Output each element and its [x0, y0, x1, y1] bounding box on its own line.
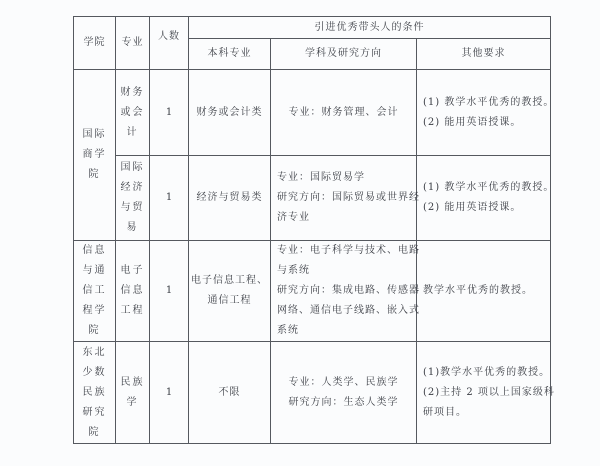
cell-count: 1: [150, 342, 189, 444]
header-discipline-research: 学科及研究方向: [271, 39, 417, 70]
cell-major: 财务或会计: [116, 70, 150, 156]
table-row: [74, 156, 551, 241]
cell-discipline: 专业：电子科学与技术、电路 与系统 研究方向：集成电路、传感器 网络、通信电子线路、嵌入式 系统: [271, 241, 417, 342]
table-row: [74, 241, 551, 342]
table-row: [74, 70, 551, 156]
cell-requirements: 教学水平优秀的教授。: [417, 241, 551, 342]
table-row: [74, 342, 551, 444]
cell-requirements: (1) 教学水平优秀的教授。 (2) 能用英语授课。: [417, 156, 551, 241]
cell-discipline: 专业：国际贸易学 研究方向：国际贸易或世界经 济专业: [271, 156, 417, 241]
cell-count: 1: [150, 241, 189, 342]
cell-count: 1: [150, 70, 189, 156]
cell-college: 东北少数民族研究院: [74, 342, 116, 444]
cell-major: 国际经济与贸易: [116, 156, 150, 241]
cell-discipline: 专业：人类学、民族学 研究方向：生态人类学: [271, 342, 417, 444]
cell-undergrad-major: 电子信息工程、 通信工程: [189, 241, 271, 342]
cell-college: 信息与通信工程学院: [74, 241, 116, 342]
cell-discipline: 专业：财务管理、会计: [271, 70, 417, 156]
header-major: 专业: [116, 17, 150, 70]
cell-college: 国际商学院: [74, 70, 116, 241]
header-other-requirements: 其他要求: [417, 39, 551, 70]
header-count: 人数: [150, 17, 189, 70]
header-row-1: [74, 17, 551, 39]
cell-undergrad-major: 财务或会计类: [189, 70, 271, 156]
cell-requirements: (1) 教学水平优秀的教授。 (2) 能用英语授课。: [417, 70, 551, 156]
cell-undergrad-major: 不限: [189, 342, 271, 444]
cell-major: 民族学: [116, 342, 150, 444]
header-conditions-group: 引进优秀带头人的条件: [189, 17, 551, 39]
cell-undergrad-major: 经济与贸易类: [189, 156, 271, 241]
cell-major: 电子信息工程: [116, 241, 150, 342]
header-college: 学院: [74, 17, 116, 70]
cell-count: 1: [150, 156, 189, 241]
header-undergrad-major: 本科专业: [189, 39, 271, 70]
cell-requirements: (1)教学水平优秀的教授。 (2)主持 2 项以上国家级科 研项目。: [417, 342, 551, 444]
recruitment-conditions-table: [73, 16, 555, 444]
